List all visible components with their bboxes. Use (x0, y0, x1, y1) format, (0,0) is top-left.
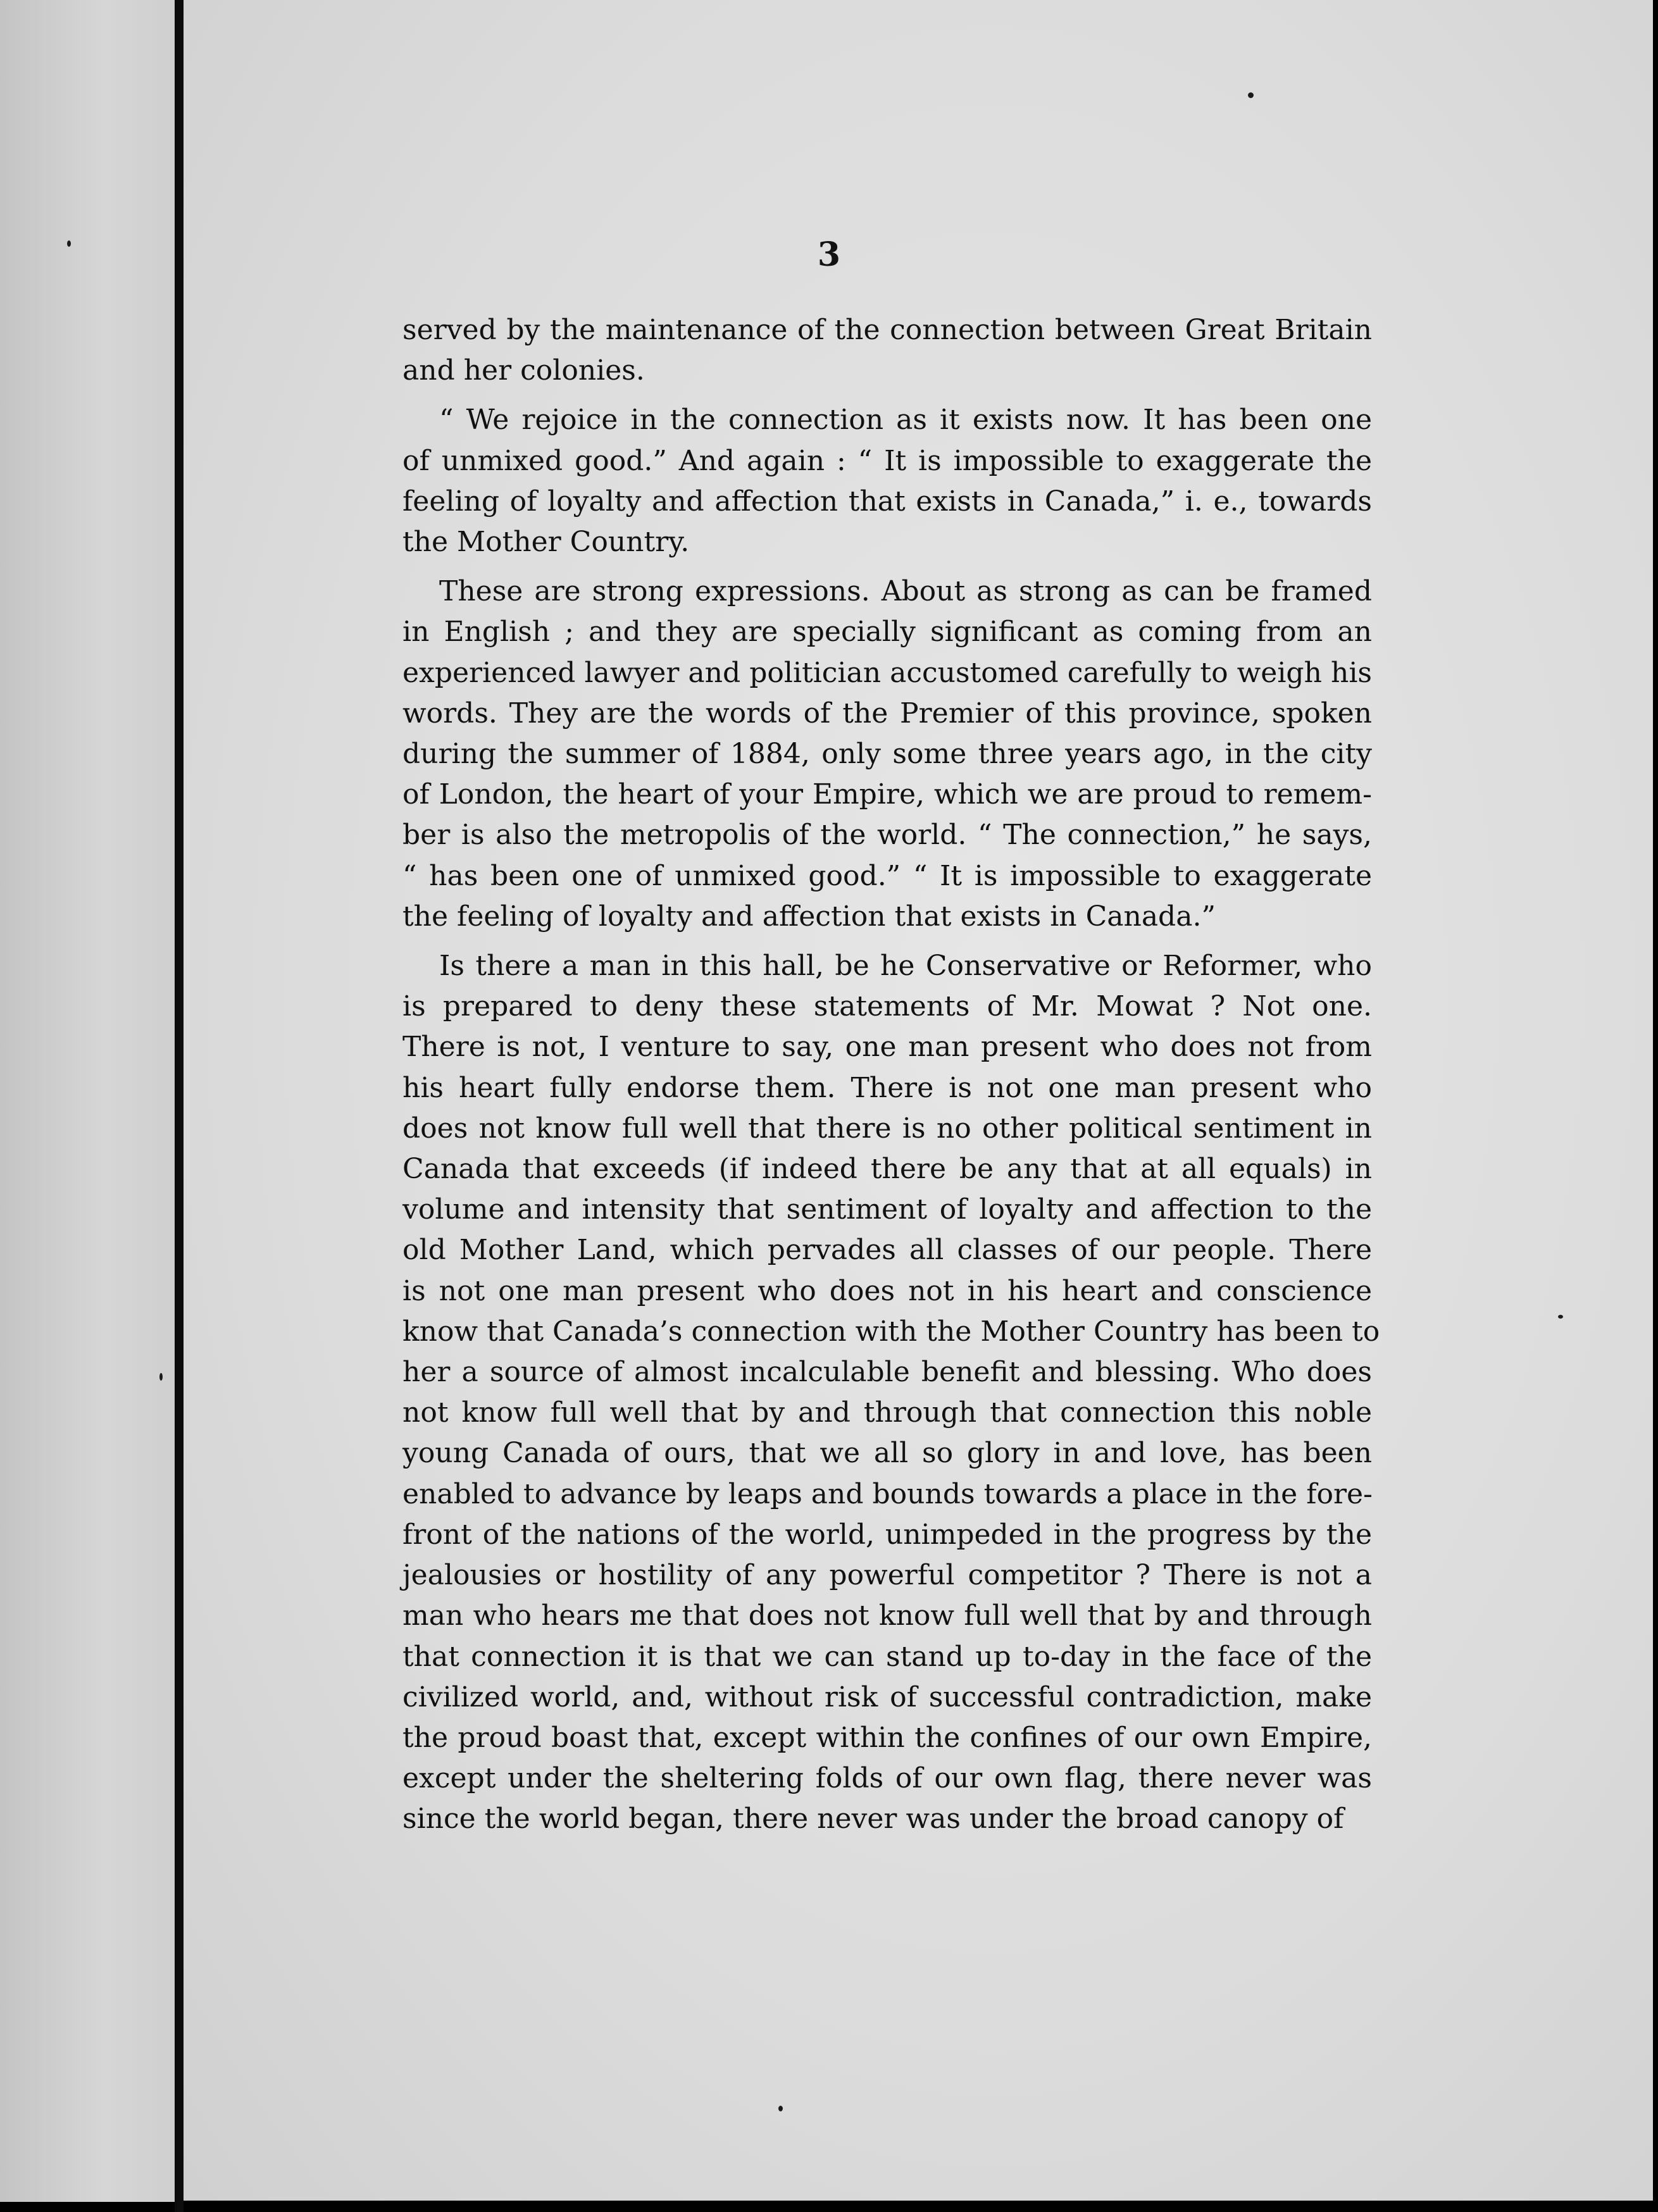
text-line: the feeling of loyalty and affection that exists in Canada.” (402, 900, 1216, 933)
text-line: of London, the heart of your Empire, which we are proud to remem- (402, 778, 1372, 811)
text-line: served by the maintenance of the connection between Great Britain (402, 314, 1372, 346)
text-line: the Mother Country. (402, 526, 690, 559)
paragraph (402, 571, 1372, 937)
text-line: There is not, I venture to say, one man present who does not from (402, 1031, 1372, 1064)
text-line: words. They are the words of the Premier of this province, spoken (402, 697, 1372, 730)
text-line: in English ; and they are specially significant as coming from an (402, 616, 1372, 649)
text-line: old Mother Land, which pervades all classes of our people. There (402, 1234, 1372, 1267)
text-line: the proud boast that, except within the confines of our own Empire, (402, 1721, 1372, 1754)
text-line: and her colonies. (402, 354, 645, 387)
text-line: not know full well that by and through that connection this noble (402, 1396, 1372, 1429)
page-number: 3 (817, 235, 841, 274)
text-line: is prepared to deny these statements of Mr. Mowat ? Not one. (402, 990, 1372, 1023)
text-line: ber is also the metropolis of the world. “ The connection,” he says, (402, 819, 1372, 852)
paragraph (402, 946, 1380, 1839)
text-line: feeling of loyalty and affection that exists in Canada,” i. e., towards (402, 485, 1372, 518)
text-line: does not know full well that there is no other political sentiment in (402, 1112, 1372, 1145)
text-line: Is there a man in this hall, be he Conservative or Reformer, who (439, 950, 1372, 983)
text-line: of unmixed good.” And again : “ It is impossible to exaggerate the (402, 444, 1372, 477)
scan-speck (159, 1373, 163, 1381)
text-line: since the world began, there never was under the broad canopy of (402, 1803, 1344, 1836)
text-line: front of the nations of the world, unimpeded in the progress by the (402, 1518, 1372, 1551)
text-line: man who hears me that does not know full well that by and through (402, 1600, 1372, 1632)
paragraph (402, 310, 1372, 391)
text-line: These are strong expressions. About as strong as can be framed (439, 575, 1372, 608)
text-line: during the summer of 1884, only some three years ago, in the city (402, 738, 1372, 771)
scan-speck (778, 2106, 783, 2111)
paragraph (402, 400, 1372, 562)
text-line: “ has been one of unmixed good.” “ It is impossible to exaggerate (402, 859, 1372, 892)
scan-speck (1558, 1315, 1563, 1319)
text-line: that connection it is that we can stand up to-day in the face of the (402, 1640, 1372, 1673)
text-line: experienced lawyer and politician accustomed carefully to weigh his (402, 656, 1372, 689)
text-line: except under the sheltering folds of our own flag, there never was (402, 1762, 1372, 1795)
facing-page-edge (0, 0, 175, 2202)
text-line: Canada that exceeds (if indeed there be any that at all equals) in (402, 1153, 1372, 1186)
text-line: her a source of almost incalculable benefit and blessing. Who does (402, 1356, 1372, 1389)
book-gutter (175, 0, 184, 2212)
text-line: know that Canada’s connection with the Mother Country has been to (402, 1315, 1380, 1348)
text-line: volume and intensity that sentiment of loyalty and affection to the (402, 1193, 1372, 1226)
body-text (402, 310, 1380, 1849)
text-line: young Canada of ours, that we all so glory in and love, has been (402, 1437, 1372, 1470)
text-line: his heart fully endorse them. There is not one man present who (402, 1071, 1372, 1104)
text-line: civilized world, and, without risk of successful contradiction, make (402, 1681, 1372, 1713)
text-line: “ We rejoice in the connection as it exists now. It has been one (439, 404, 1372, 437)
text-line: enabled to advance by leaps and bounds towards a place in the fore- (402, 1477, 1373, 1510)
scan-speck (1248, 92, 1254, 98)
text-line: is not one man present who does not in his heart and conscience (402, 1274, 1372, 1307)
text-line: jealousies or hostility of any powerful competitor ? There is not a (402, 1559, 1372, 1592)
